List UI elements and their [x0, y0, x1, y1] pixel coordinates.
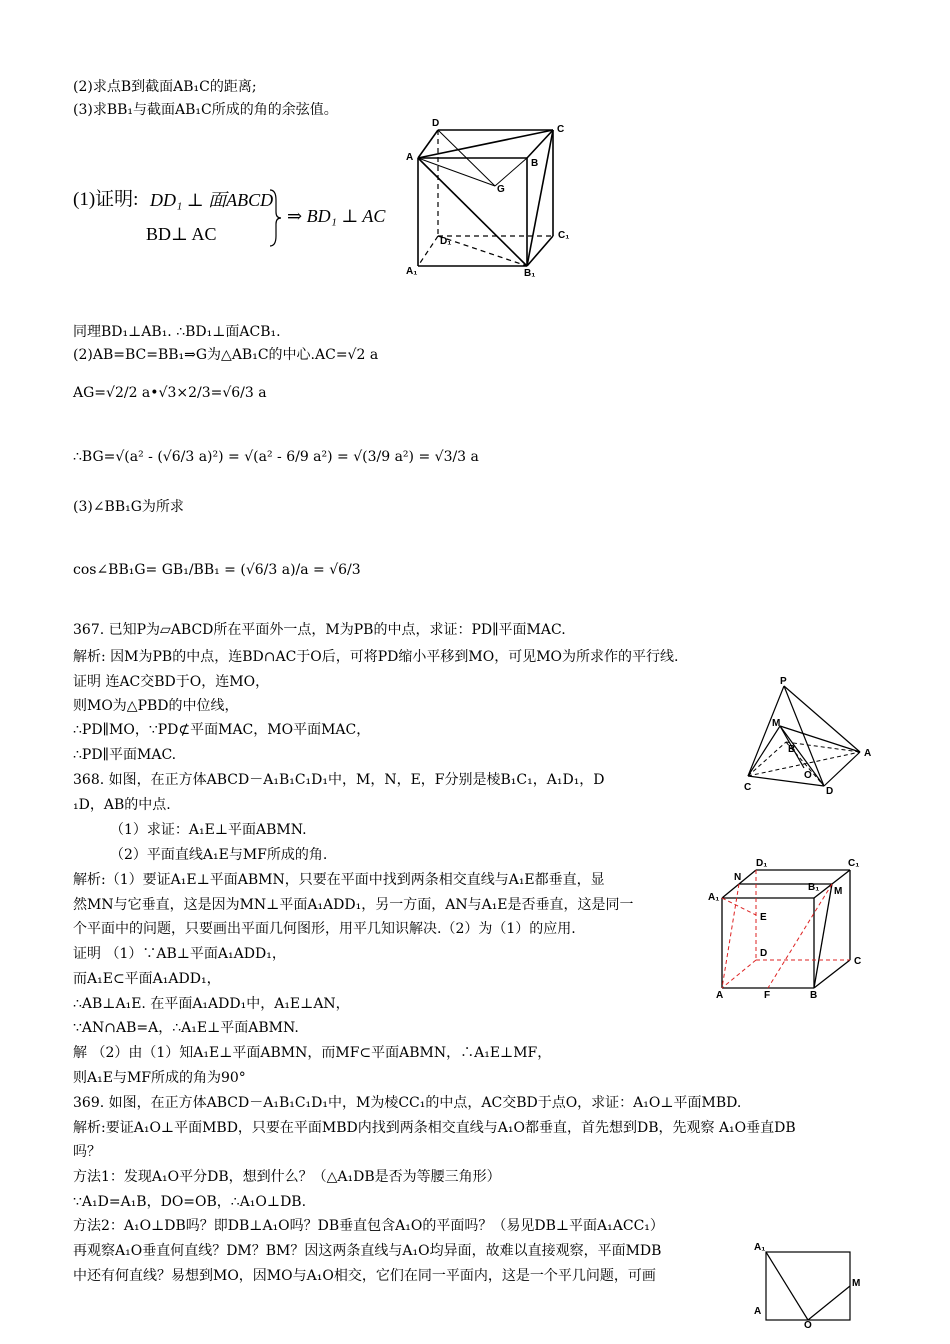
method-2-line3: 中还有何直线？易想到MO，因MO与A₁O相交，它们在同一平面内，这是一个平几问题，可画 — [73, 1268, 656, 1284]
fig3-label-B: B — [810, 990, 818, 1001]
fig1-label-B1: B₁ — [524, 268, 536, 279]
method-2: 方法2：A₁O⊥DB吗？即DB⊥A₁O吗？DB垂直包含A₁O的平面吗？（易见DB⊥平面A₁ACC₁） — [73, 1218, 664, 1234]
fig3-label-N: N — [734, 872, 742, 883]
proof-367-4: ∴PD∥平面MAC. — [73, 747, 177, 763]
proof-368-2: 而A₁E⊂平面A₁ADD₁， — [73, 971, 221, 987]
question-2: (2)求点B到截面AB₁C的距离; — [73, 79, 257, 95]
line-same: 同理BD₁⊥AB₁. ∴BD₁⊥面ACB₁. — [73, 324, 281, 340]
brace — [268, 188, 282, 248]
fig3-label-D1: D₁ — [756, 858, 768, 869]
fig2-label-A: A — [864, 748, 872, 759]
fig3-label-C1: C₁ — [848, 858, 860, 869]
fig4-label-A: A — [754, 1306, 762, 1317]
fig1-label-A: A — [406, 152, 414, 163]
proof1-conclusion: ⇒ BD₁ ⊥ AC — [287, 206, 386, 226]
formula-cos: cos∠BB₁G= GB₁/BB₁ = (√6/3 a)/a = √6/3 — [73, 562, 361, 578]
fig3-label-M: M — [834, 886, 843, 897]
fig4-label-A1: A₁ — [754, 1242, 766, 1253]
analysis-369-1: 解析:要证A₁O⊥平面MBD，只要在平面MBD内找到两条相交直线与A₁O都垂直，首先想到DB，先观察 A₁O垂直DB — [73, 1120, 796, 1136]
proof-368-4: ∵AN∩AB=A，∴A₁E⊥平面ABMN. — [73, 1020, 299, 1036]
fig2-label-D: D — [826, 786, 834, 797]
question-3: (3)求BB₁与截面AB₁C所成的角的余弦值。 — [73, 102, 338, 118]
analysis-368-2: 然MN与它垂直，这是因为MN⊥平面A₁ADD₁，另一方面，AN与A₁E是否垂直，这是同一 — [73, 897, 634, 913]
fig3-label-C: C — [854, 956, 862, 967]
proof-367-2: 则MO为△PBD的中位线， — [73, 698, 239, 714]
fig2-label-C: C — [744, 782, 752, 793]
fig1-label-B: B — [531, 158, 539, 169]
cube-figure-2 — [704, 856, 874, 1006]
fig2-label-B: B — [788, 744, 796, 755]
fig2-label-O: O — [804, 770, 812, 781]
analysis-369-2: 吗？ — [73, 1144, 101, 1160]
rectangle-figure — [750, 1240, 860, 1330]
proof1-line1: DD₁ ⊥ 面ABCD — [150, 190, 274, 210]
proof-367-1: 证明 连AC交BD于O，连MO， — [73, 674, 270, 690]
analysis-368-3: 个平面中的问题，只要画出平面几何图形，用平几知识解决.（2）为（1）的应用. — [73, 921, 576, 937]
proof-368-5: 解 （2）由（1）知A₁E⊥平面ABMN，而MF⊂平面ABMN，∴A₁E⊥MF， — [73, 1045, 552, 1061]
cube-figure-1 — [400, 118, 580, 288]
formula-ag: AG=√2/2 a•√3×2/3=√6/3 a — [73, 385, 267, 401]
fig4-label-O: O — [804, 1320, 812, 1331]
line-part2: (2)AB=BC=BB₁⇒G为△AB₁C的中心.AC=√2 a — [73, 347, 379, 363]
formula-bg: ∴BG=√(a² - (√6/3 a)²) = √(a² - 6/9 a²) = √(3/9 a²) = √3/3 a — [73, 449, 479, 465]
proof-368-3: ∴AB⊥A₁E. 在平面A₁ADD₁中，A₁E⊥AN， — [73, 996, 350, 1012]
problem-367: 367. 已知P为▱ABCD所在平面外一点，M为PB的中点，求证：PD∥平面MAC. — [73, 622, 566, 638]
proof-368-1: 证明 （1）∵AB⊥平面A₁ADD₁， — [73, 946, 286, 962]
fig1-label-C1: C₁ — [558, 230, 570, 241]
fig3-label-B1: B₁ — [808, 882, 820, 893]
problem-368-3: （1）求证：A₁E⊥平面ABMN. — [110, 822, 307, 838]
fig3-label-E: E — [760, 912, 767, 923]
proof1-label: (1)证明: — [73, 189, 139, 210]
fig1-label-G: G — [497, 184, 505, 195]
problem-369: 369. 如图，在正方体ABCD－A₁B₁C₁D₁中，M为棱CC₁的中点，AC交BD于点O，求证：A₁O⊥平面MBD. — [73, 1095, 742, 1111]
fig3-label-F: F — [764, 990, 771, 1001]
method-2-line2: 再观察A₁O垂直何直线？DM？BM？因这两条直线与A₁O均异面，故难以直接观察，平面MDB — [73, 1243, 662, 1259]
fig2-label-M: M — [772, 718, 781, 729]
method-1: 方法1：发现A₁O平分DB，想到什么？（△A₁DB是否为等腰三角形） — [73, 1169, 501, 1185]
fig1-label-D1: D₁ — [440, 236, 452, 247]
proof-367-3: ∴PD∥MO，∵PD⊄平面MAC，MO平面MAC， — [73, 722, 371, 738]
method-1-proof: ∵A₁D=A₁B，DO=OB，∴A₁O⊥DB. — [73, 1194, 307, 1210]
proof-368-6: 则A₁E与MF所成的角为90° — [73, 1070, 246, 1086]
fig2-label-P: P — [780, 676, 787, 687]
problem-368-4: （2）平面直线A₁E与MF所成的角. — [110, 847, 328, 863]
fig1-label-D: D — [432, 118, 440, 129]
analysis-368-1: 解析:（1）要证A₁E⊥平面ABMN，只要在平面中找到两条相交直线与A₁E都垂直，显 — [73, 872, 605, 888]
problem-368-2: ₁D，AB的中点. — [73, 797, 171, 813]
fig3-label-A1: A₁ — [708, 892, 720, 903]
proof1-line2: BD⊥ AC — [146, 224, 217, 244]
fig1-label-A1: A₁ — [406, 266, 418, 277]
fig4-label-M: M — [852, 1278, 861, 1289]
problem-368-1: 368. 如图，在正方体ABCD－A₁B₁C₁D₁中，M，N，E，F分别是棱B₁C₁，A₁D₁，D — [73, 772, 605, 788]
analysis-367: 解析: 因M为PB的中点，连BD∩AC于O后，可将PD缩小平移到MO，可见MO为所求作的平行线. — [73, 649, 679, 665]
fig1-label-C: C — [557, 124, 565, 135]
fig3-label-A: A — [716, 990, 724, 1001]
line-part3: (3)∠BB₁G为所求 — [73, 499, 184, 515]
fig3-label-D: D — [760, 948, 768, 959]
pyramid-figure — [738, 676, 878, 802]
